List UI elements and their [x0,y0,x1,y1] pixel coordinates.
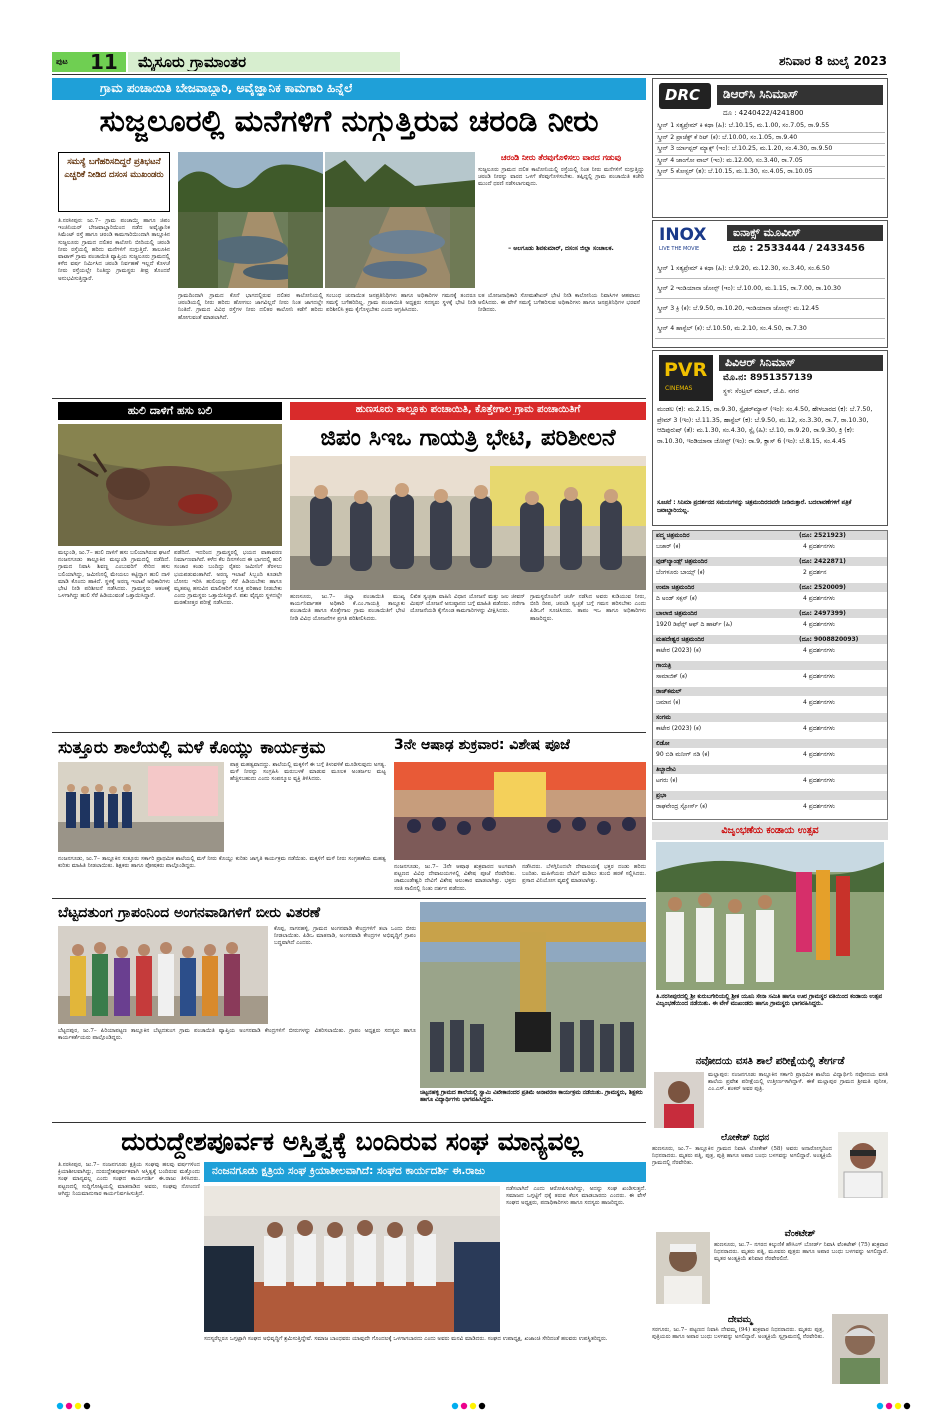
utsava-title: ವಿಜೃಂಭಣೆಯ ಕಂಡಾಯ ಉತ್ಸವ [721,825,819,836]
theatre-phone: (ದೂ: 2497399) [799,610,846,617]
page-number: 11 [90,50,118,74]
theatre-phone: (ದೂ: 2520009) [799,584,846,591]
theatre-name-row [653,557,887,566]
theatre-name: ತಿಬ್ಬಾದೇವಿ [656,766,676,773]
show-count: 4 ಪ್ರದರ್ಶನಗಳು [803,595,835,602]
inox-block [652,220,888,348]
registration-dot [904,1403,910,1409]
theatre-name-row [653,635,887,644]
lead-kicker: ಗ್ರಾಮ ಪಂಚಾಯಿತಿ ಬೇಜವಾಬ್ದಾರಿ, ಅವೈಜ್ಞಾನಿಕ ಕಾಮಗಾರಿ ಹಿನ್ನೆಲೆ [100,81,353,95]
sangha-kicker-bar [204,1162,646,1182]
navodaya-title: ನವೋದಯ ವಸತಿ ಶಾಲೆ ಪರೀಕ್ಷೆಯಲ್ಲಿ ತೇರ್ಗಡೆ [695,1056,845,1067]
drc-row: ಸ್ಕ್ರೀನ್ 4 ಜಾಂಗೋ ವಾಲ್ (ಇಂ): ಮ.12.00, ಸಂ.3.40, ರಾ.7.05 [655,156,885,168]
show-count: 4 ಪ್ರದರ್ಶನಗಳು [803,673,835,680]
hasu-body-col1: ಮಲ್ಕುಂಡಿ, ಜು.7– ಹುಲಿ ದಾಳಿಗೆ ಹಸು ಬಲಿಯಾಗಿರುವ ಘಟನೆ ನಂಜನಗೂಡು ತಾಲ್ಲೂಕಿನ ಮಲ್ಕುಂಡಿ ಗ್ರಾಮದಲ್ಲಿ ನಡೆದಿದೆ. ಗ್ರಾಮದ ನಿವಾಸಿ ಶಿವಣ್ಣ ಎಂಬುವರಿಗೆ ಸೇರಿದ ಹಸು ಬಲಿಯಾಗಿದ್ದು, ಜಮೀನಿನಲ್ಲಿ ಮೇಯಲು ಕಟ್ಟಿದ್ದಾಗ ಹುಲಿ ದಾಳಿ ಮಾಡಿ ಕೊಂದು ಹಾಕಿದೆ. ಸ್ಥಳಕ್ಕೆ ಅರಣ್ಯ ಇಲಾಖೆ ಅಧಿಕಾರಿಗಳು ಭೇಟಿ ನೀಡಿ ಪರಿಶೀಲನೆ ನಡೆಸಿದರು. ಗ್ರಾಮಸ್ಥರು ಆತಂಕಕ್ಕೆ ಒಳಗಾಗಿದ್ದು ಹುಲಿ ಸೆರೆ ಹಿಡಿಯುವಂತೆ ಒತ್ತಾಯಿಸಿದ್ದಾರೆ. [58,550,170,600]
theatre-name-row [653,713,887,722]
hasu-title: ಹುಲಿ ದಾಳಿಗೆ ಹಸು ಬಲಿ [127,404,213,417]
theatre-name: ಮಹದೇಶ್ವರ ಚಿತ್ರಮಂದಿರ [656,636,705,643]
film-title: ರಾಘವೇಂದ್ರ ಸ್ಟೋರ್ಸ್ (ಕ) [656,803,708,810]
theatre-film-row [653,698,887,707]
theatre-name: ಬಾಲಾಜಿ ಚಿತ್ರಮಂದಿರ [656,610,698,617]
lead-body-col3: ಸಂಬಂಧ ಚುನಾಯಿತ ಜನಪ್ರತಿನಿಧಿಗಳು ಹಾಗೂ ಅಧಿಕಾರಿಗಳ ಗಮನಕ್ಕೆ ತಂದರೂ ಸಮಸ್ಯೆ ಬಗೆಹರಿದಿಲ್ಲ. ಗ್ರಾಮ ಪಂಚಾಯಿತಿ ಅಧ್ಯಕ್ಷರು ಸದಸ್ಯರು ಸ್ಥಳಕ್ಕೆ ಭೇಟಿ ನೀಡಿ ಪರಿಶೀಲಿಸಿ ಕ್ರಮ ಕೈಗೊಳ್ಳಬೇಕು ಎಂದು ಆಗ್ರಹಿಸಿದರು. [326,293,476,314]
bettadatunga-photo [58,926,268,1024]
utsava-caption: ತಿ.ನರಸೀಪುರದಲ್ಲಿ ಶ್ರೀ ಕುರುಬಗೇರಿಯಲ್ಲಿ ಶ್ರೀಕ ಯೂನಿ ಸೇನಾ ಸಮಿತಿ ಹಾಗೂ ಊರ ಗ್ರಾಮಸ್ಥರ ವತಿಯಿಂದ ಕಂಡಾಯ ಉತ್ಸವ ವಿಜೃಂಭಣೆಯಿಂದ ನಡೆಯಿತು. ಈ ವೇಳೆ ಮುಖಂಡರು ಹಾಗೂ ಗ್ರಾಮಸ್ಥರು ಭಾಗವಹಿಸಿದ್ದರು. [656,994,882,1008]
ashada-title-bar [394,736,646,758]
zp-body-col2: ಲಿಖಿತ ಸ್ವಚ್ಛತಾ ವಾಹಿನಿ ವಿಧಾನ ಯೋಜನೆ ಮತ್ತು ಜಲ ಜೀವನ್ ಮಿಷನ್ ಯೋಜನೆ ಅನುಷ್ಠಾನದ ಬಗ್ಗೆ ಮಾಹಿತಿ ಪಡೆದರು. ನರೇಗಾ ಯೋಜನೆಯಡಿ ಕೈಗೊಂಡ ಕಾಮಗಾರಿಗಳನ್ನು ವೀಕ್ಷಿಸಿದರು. [410,594,525,615]
drc-logo [659,83,711,109]
navodaya-body: ಮಲ್ಲಾಪುರ: ನಂಜನಗೂಡು ತಾಲ್ಲೂಕಿನ ಸರ್ಕಾರಿ ಪ್ರಾಥಮಿಕ ಶಾಲೆಯ ವಿದ್ಯಾರ್ಥಿನಿ ನವೋದಯ ವಸತಿ ಶಾಲೆಯ ಪ್ರವೇಶ ಪರೀಕ್ಷೆಯಲ್ಲಿ ಉತ್ತೀರ್ಣಳಾಗಿದ್ದಾಳೆ. ಈಕೆ ಮಲ್ಲಾಪುರ ಗ್ರಾಮದ ಶ್ರೀಮತಿ ಪುನೀತ, ಎಂ.ಎಸ್. ಶಂಕರ್ ಅವರ ಪುತ್ರಿ. [708,1072,888,1093]
film-title: 90 ಬಿಡಿ ಮನೀಗ್ ನಡಿ (ಕ) [656,751,710,758]
suttur-body: ನಂಜನಗೂಡು, ಜು.7– ತಾಲ್ಲೂಕಿನ ಸುತ್ತೂರು ಸರ್ಕಾರಿ ಪ್ರಾಥಮಿಕ ಶಾಲೆಯಲ್ಲಿ ಮಳೆ ನೀರು ಕೊಯ್ಲು ಕುರಿತು ಜಾಗೃತಿ ಕಾರ್ಯಕ್ರಮ ನಡೆಯಿತು. ಮಕ್ಕಳಿಗೆ ಮಳೆ ನೀರು ಸಂಗ್ರಹಣೆಯ ಮಹತ್ವ ಕುರಿತು ಮಾಹಿತಿ ನೀಡಲಾಯಿತು. ಶಿಕ್ಷಕರು ಹಾಗೂ ಪೋಷಕರು ಪಾಲ್ಗೊಂಡಿದ್ದರು. [58,856,386,870]
lead-side-body: ಸುಜ್ಜಲೂರು ಗ್ರಾಮದ ದಲಿತ ಕಾಲೋನಿಯಲ್ಲಿ ರಸ್ತೆಯಲ್ಲಿ ನಿಂತ ನೀರು ಮನೆಗಳಿಗೆ ನುಗ್ಗುತ್ತಿದ್ದು ಚರಂಡಿ ನೀರನ್ನು ವಾರದ ಒಳಗೆ ತೆರವುಗೊಳಿಸಬೇಕು. ತಪ್ಪಿದ್ದಲ್ಲಿ ಗ್ರಾಮ ಪಂಚಾಯಿತಿ ಕಚೇರಿ ಮುಂದೆ ಧರಣಿ ನಡೆಸಲಾಗುವುದು. [478,167,644,188]
pvr-name: ಪಿವಿಆರ್ ಸಿನಿಮಾಸ್ [725,356,796,369]
theatre-film-row [653,594,887,603]
zp-photo [290,456,646,590]
inox-row: ಸ್ಕ್ರೀನ್ 3 ಕ್ರಿ (ಕ): ಬೆ.9.50, ರಾ.10.20, ಇಂಡಿಯಾನಾ ಜೋನ್ಸ್: ಮ.12.45 [655,299,885,319]
venkatesh-body: ಹುಣಸೂರು, ಜು.7– ನಗರದ ಕಲ್ಕುಣಿಕೆ ಹೌಸಿಂಗ್ ಬೋರ್ಡ್ ನಿವಾಸಿ ವೆಂಕಟೇಶ್ (75) ಶುಕ್ರವಾರ ನಿಧನರಾದರು. ಮೃತರು ಪತ್ನಿ, ಮೂವರು ಪುತ್ರರು ಹಾಗೂ ಅಪಾರ ಬಂಧು ಬಳಗವನ್ನು ಅಗಲಿದ್ದಾರೆ. ಮೃತರ ಅಂತ್ಯಕ್ರಿಯೆ ಶನಿವಾರ ನೆರವೇರಲಿದೆ. [714,1242,888,1263]
drc-name: ಡಿಆರ್‌ಸಿ ಸಿನಿಮಾಸ್ [723,87,799,101]
navodaya-block [652,1054,888,1128]
sangha-photo [204,1186,500,1332]
theatre-name: ಸಂಗಮ [656,714,671,721]
registration-dot [461,1403,467,1409]
theatre-name-row [653,687,887,696]
sangha-body-col3: ಸದಸ್ಯರೆಲ್ಲರೂ ಒಗ್ಗಟ್ಟಾಗಿ ಸಂಘದ ಅಭಿವೃದ್ಧಿಗೆ ಶ್ರಮಿಸುತ್ತಿದ್ದೇವೆ. ಸಮಾಜ ಬಾಂಧವರು ಯಾವುದೇ ಗೊಂದಲಕ್ಕೆ ಒಳಗಾಗಬಾರದು ಎಂದು ಅವರು ಮನವಿ ಮಾಡಿದರು. ಸಂಘದ ಉಪಾಧ್ಯಕ್ಷ, ಖಜಾಂಚಿ ಸೇರಿದಂತೆ ಹಲವರು ಉಪಸ್ಥಿತರಿದ್ದರು. [204,1336,608,1342]
theatre-phone: (ದೂ: 9008820093) [799,636,859,643]
lead-quote [58,152,170,212]
theatre-name: ಗಾಯತ್ರಿ [656,662,672,669]
theatre-phone: (ದೂ: 2422871) [799,558,846,565]
mid-rule [52,732,646,733]
lokesh-title: ಲೋಕೇಶ್ ನಿಧನ [720,1133,770,1143]
sangha-headline: ದುರುದ್ದೇಶಪೂರ್ವಕ ಅಸ್ತಿತ್ವಕ್ಕೆ ಬಂದಿರುವ ಸಂಘ ಮಾನ್ಯವಲ್ಲ [121,1127,583,1156]
inox-name-bar [727,225,883,241]
film-title: ಕಾಟೇರ (2023) (ಕ) [656,725,702,732]
pvr-note: ಸೂಚನೆ : ಸಿನಿಮಾ ಪ್ರದರ್ಶನದ ಸಮಯಗಳನ್ನು ಚಿತ್ರಮಂದಿರದವರೇ ನೀಡಿರುತ್ತಾರೆ. ಬದಲಾವಣೆಗಳಿಗೆ ಪತ್ರಿಕೆ ಜವಾಬ್ದಾರಿಯಲ್ಲ. [657,500,852,514]
bettadatunga-body-right: ಕೊಪ್ಪ, ನಾಗನಹಳ್ಳಿ, ಗ್ರಾಮದ ಅಂಗನವಾಡಿ ಕೇಂದ್ರಗಳಿಗೆ ತಲಾ ಒಂದು ಬೀರು ನೀಡಲಾಯಿತು. ಪಿಡಿಒ ಮಾತನಾಡಿ, ಅಂಗನವಾಡಿ ಕೇಂದ್ರಗಳ ಅಭಿವೃದ್ಧಿಗೆ ಗ್ರಾಪಂ ಬದ್ಧವಾಗಿದೆ ಎಂದರು. [274,926,416,947]
ashada-photo [394,762,646,860]
drc-rows [655,121,885,179]
show-count: 2 ಪ್ರದರ್ಶನ [803,569,827,576]
registration-dot [57,1403,63,1409]
theatre-name-row [653,739,887,748]
registration-dot [84,1403,90,1409]
suttur-photo [58,762,224,852]
film-title: ದಿ ಅಂಡ್ ಸಕ್ಸಸ್ (ಕ) [656,595,697,602]
show-count: 4 ಪ್ರದರ್ಶನಗಳು [803,751,835,758]
header-rule [52,74,887,75]
ashada-body-col1: ನಂಜನಗೂಡು, ಜು.7– 3ನೇ ಆಷಾಢ ಶುಕ್ರವಾರದ ಅಂಗವಾಗಿ ಪಟ್ಟಣದ ವಿವಿಧ ದೇವಾಲಯಗಳಲ್ಲಿ ವಿಶೇಷ ಪೂಜೆ ನೆರವೇರಿತು. ಚಾಮುಂಡೇಶ್ವರಿ ದೇವಿಗೆ ವಿಶೇಷ ಅಲಂಕಾರ ಮಾಡಲಾಗಿತ್ತು. ಭಕ್ತರು ಸರತಿ ಸಾಲಿನಲ್ಲಿ ನಿಂತು ದರ್ಶನ ಪಡೆದರು. [394,864,516,892]
inox-row: ಸ್ಕ್ರೀನ್ 4 ಹಾಸ್ಟೆಲ್ (ಕ): ಬೆ.10.50, ಮ.2.10, ಸಂ.4.50, ರಾ.7.30 [655,319,885,339]
show-count: 4 ಪ್ರದರ್ಶನಗಳು [803,725,835,732]
issue-date: ಶನಿವಾರ 8 ಜುಲೈ 2023 [779,54,887,68]
drc-row: ಸ್ಕ್ರೀನ್ 1 ಸತ್ಯಪ್ರೇಮ್ ಕಿ ಕಥಾ (ಹಿ): ಬೆ.10.15, ಮ.1.00, ಸಂ.7.05, ರಾ.9.55 [655,121,885,133]
pvr-logo [659,355,713,401]
devamma-block [652,1314,888,1386]
devamma-title: ದೇವಮ್ಮ [727,1315,753,1325]
vivekananda-caption: ಚಿಟ್ಟನಹಳ್ಳಿ ಗ್ರಾಮದ ಶಾಲೆಯಲ್ಲಿ ಸ್ವಾಮಿ ವಿವೇಕಾನಂದರ ಪ್ರತಿಮೆ ಅನಾವರಣ ಕಾರ್ಯಕ್ರಮ ನಡೆಯಿತು. ಗ್ರಾಮಸ್ಥರು, ಶಿಕ್ಷಕರು ಹಾಗೂ ವಿದ್ಯಾರ್ಥಿಗಳು ಭಾಗವಹಿಸಿದ್ದರು. [420,1090,643,1104]
zp-body-col3: ಗ್ರಾಮಸ್ಥರೊಂದಿಗೆ ಚರ್ಚೆ ನಡೆಸಿದ ಅವರು ಕುಡಿಯುವ ನೀರು, ಬೀದಿ ದೀಪ, ಚರಂಡಿ ಸ್ವಚ್ಛತೆ ಬಗ್ಗೆ ಗಮನ ಹರಿಸಬೇಕು ಎಂದು ಪಿಡಿಒಗೆ ಸೂಚಿಸಿದರು. ತಾಪಂ ಇಒ ಹಾಗೂ ಅಧಿಕಾರಿಗಳು ಹಾಜರಿದ್ದರು. [530,594,646,622]
navodaya-photo [654,1072,704,1128]
theatre-phone: (ದೂ: 2521923) [799,532,846,539]
drc-row: ಸ್ಕ್ರೀನ್ 3 ರ್ಯಾಪ್ಟರ್ ಮ್ಯಾಕ್ಸ್ (ಇಂ): ಬೆ.10.25, ಮ.1.20, ಸಂ.4.30, ರಾ.9.50 [655,144,885,156]
pvr-address: ಸ್ಥಳ: ಸೆಂಟ್ರಲ್ ಮಾಲ್, ಜೆ.ಪಿ. ನಗರ [723,387,799,395]
drc-row: ಸ್ಕ್ರೀನ್ 2 ಪ್ರಾಜೆಕ್ಟ್ ಕೆ ರಿಟ್ (ಕ): ಬೆ.10.00, ಸಂ.1.05, ರಾ.9.40 [655,133,885,145]
vivekananda-photo [420,902,646,1088]
sangha-body-col2: ನಡೆಸಲಾಗಿದೆ ಎಂದು ಆರೋಪಿಸಲಾಗಿದ್ದು, ಅದನ್ನು ಸಂಘ ಖಂಡಿಸುತ್ತದೆ. ಸಮಾಜದ ಒಗ್ಗಟ್ಟಿಗೆ ಧಕ್ಕೆ ತರುವ ಕೆಲಸ ಮಾಡಬಾರದು ಎಂದರು. ಈ ವೇಳೆ ಸಂಘದ ಅಧ್ಯಕ್ಷರು, ಪದಾಧಿಕಾರಿಗಳು ಹಾಗೂ ಸದಸ್ಯರು ಹಾಜರಿದ್ದರು. [506,1186,646,1207]
pvr-name-bar [719,355,883,371]
film-title: ಟಗರು (ಕ) [656,777,678,784]
theatre-film-row [653,646,887,655]
theatre-name-row [653,661,887,670]
zp-body-col1: ಹುಣಸೂರು, ಜು.7– ಜಿಲ್ಲಾ ಪಂಚಾಯಿತಿ ಮುಖ್ಯ ಕಾರ್ಯನಿರ್ವಾಹಕ ಅಧಿಕಾರಿ ಕೆ.ಎಂ.ಗಾಯತ್ರಿ ತಾಲ್ಲೂಕು ಪಂಚಾಯಿತಿ ಹಾಗೂ ಕೊತ್ತೇಗಾಲ ಗ್ರಾಮ ಪಂಚಾಯಿತಿಗೆ ಭೇಟಿ ನೀಡಿ ವಿವಿಧ ಯೋಜನೆಗಳ ಪ್ರಗತಿ ಪರಿಶೀಲಿಸಿದರು. [290,594,405,622]
venkatesh-title: ವೆಂಕಟೇಶ್ [784,1229,816,1239]
registration-dot [452,1403,458,1409]
venkatesh-block [652,1228,888,1312]
show-count: 4 ಪ್ರದರ್ಶನಗಳು [803,777,835,784]
theatre-name-row [653,583,887,592]
theatre-name-row [653,765,887,774]
venkatesh-photo [656,1232,710,1304]
theatre-name: ಉಮಾ ಚಿತ್ರಮಂದಿರ [656,584,695,591]
inox-rows [655,259,885,339]
drc-block [652,78,888,218]
inox-tagline: LIVE THE MOVIE [659,246,700,252]
inox-row: ಸ್ಕ್ರೀನ್ 2 ಇಂಡಿಯಾನಾ ಜೋನ್ಸ್ (ಇಂ): ಬೆ.10.00, ಮ.1.15, ರಾ.7.00, ರಾ.10.30 [655,279,885,299]
utsava-photo [656,842,884,990]
theatre-name-row [653,531,887,540]
bettadatunga-body: ಬೆಟ್ಟದಪುರ, ಜು.7– ಪಿರಿಯಾಪಟ್ಟಣ ತಾಲ್ಲೂಕಿನ ಬೆಟ್ಟದತುಂಗ ಗ್ರಾಮ ಪಂಚಾಯಿತಿ ವ್ಯಾಪ್ತಿಯ ಅಂಗನವಾಡಿ ಕೇಂದ್ರಗಳಿಗೆ ಬೀರುಗಳನ್ನು ವಿತರಿಸಲಾಯಿತು. ಗ್ರಾಪಂ ಅಧ್ಯಕ್ಷರು ಸದಸ್ಯರು ಹಾಗೂ ಕಾರ್ಯಕರ್ತೆಯರು ಪಾಲ್ಗೊಂಡಿದ್ದರು. [58,1028,416,1042]
hasu-body-col2b: ಪಡೆದಿದೆ. ಇದರಿಂದ ಗ್ರಾಮಸ್ಥರಲ್ಲಿ ಭಯದ ವಾತಾವರಣ ನಿರ್ಮಾಣವಾಗಿದೆ. ಕಳೆದ ಕೆಲ ದಿನಗಳಿಂದ ಈ ಭಾಗದಲ್ಲಿ ಹುಲಿ ಸಂಚಾರ ಕಂಡು ಬಂದಿದ್ದು ರೈತರು ಜಮೀನಿಗೆ ತೆರಳಲು ಭಯಪಡುವಂತಾಗಿದೆ. ಅರಣ್ಯ ಇಲಾಖೆ ಸಿಬ್ಬಂದಿ ಕೂಡಲೇ ಬೋನು ಇರಿಸಿ ಹುಲಿಯನ್ನು ಸೆರೆ ಹಿಡಿಯಬೇಕು ಹಾಗೂ ಮೃತಪಟ್ಟ ಹಸುವಿನ ಮಾಲೀಕರಿಗೆ ಸೂಕ್ತ ಪರಿಹಾರ ನೀಡಬೇಕು ಎಂದು ಗ್ರಾಮಸ್ಥರು ಒತ್ತಾಯಿಸಿದ್ದಾರೆ. ಪಶು ವೈದ್ಯರು ಸ್ಥಳದಲ್ಲೇ ಮರಣೋತ್ತರ ಪರೀಕ್ಷೆ ನಡೆಸಿದರು. [174,550,282,607]
show-count: 4 ಪ್ರದರ್ಶನಗಳು [803,543,835,550]
registration-dot [886,1403,892,1409]
show-count: 4 ಪ್ರದರ್ಶನಗಳು [803,621,835,628]
theatre-film-row [653,568,887,577]
theatre-listings [652,530,888,820]
devamma-photo [832,1314,888,1384]
registration-dots [0,1396,945,1424]
ashada-body-col2: ನಡೆಸಿದರು. ಬೆಳಗ್ಗಿನಿಂದಲೇ ದೇವಾಲಯಕ್ಕೆ ಭಕ್ತರ ದಂಡು ಹರಿದು ಬಂದಿತು. ಮಹಿಳೆಯರು ದೇವಿಗೆ ಮಡಿಲು ತುಂಬಿ ಹರಕೆ ಸಲ್ಲಿಸಿದರು. ಪ್ರಸಾದ ವಿನಿಯೋಗ ವ್ಯವಸ್ಥೆ ಮಾಡಲಾಗಿತ್ತು. [522,864,646,885]
section-title: ಮೈಸೂರು ಗ್ರಾಮಾಂತರ [138,53,247,71]
bettadatunga-title: ಬೆಟ್ಟದತುಂಗ ಗ್ರಾಪಂನಿಂದ ಅಂಗನವಾಡಿಗಳಿಗೆ ಬೀರು ವಿತರಣೆ [58,905,321,921]
theatre-film-row [653,724,887,733]
theatre-film-row [653,776,887,785]
lead-side-box [478,152,644,286]
film-title: ಬೆಂಗಳೂರು ಬಾಯ್ಸ್ (ಕ) [656,569,705,576]
lead-photo-left [178,152,323,288]
hasu-photo [58,424,282,546]
pvr-block [652,350,888,526]
theatre-film-row [653,542,887,551]
inox-row: ಸ್ಕ್ರೀನ್ 1 ಸತ್ಯಪ್ರೇಮ್ ಕಿ ಕಥಾ (ಹಿ): ಬೆ.9.20, ಮ.12.30, ಸಂ.3.40, ಸಂ.6.50 [655,259,885,279]
theatre-name: ಪದ್ಮ ಚಿತ್ರಮಂದಿರ [656,532,690,539]
show-count: 4 ಪ್ರದರ್ಶನಗಳು [803,699,835,706]
hasu-title-bar [58,402,282,420]
lokesh-photo [838,1132,888,1198]
suttur-title: ಸುತ್ತೂರು ಶಾಲೆಯಲ್ಲಿ ಮಳೆ ಕೊಯ್ಲು ಕಾರ್ಯಕ್ರಮ [58,738,326,758]
registration-dot [470,1403,476,1409]
zp-kicker: ಹುಣಸೂರು ತಾಲ್ಲೂಕು ಪಂಚಾಯಿತಿ, ಕೊತ್ತೇಗಾಲ ಗ್ರಾಮ ಪಂಚಾಯಿತಿಗೆ [355,404,581,415]
theatre-name-row [653,791,887,800]
page-label: ಪುಟ [56,57,68,66]
lead-kicker-bar [52,78,646,100]
theatre-name: ವುಡ್‌ಲ್ಯಾಂಡ್ಸ್ ಚಿತ್ರಮಂದಿರ [656,558,708,565]
sangha-body-col1: ತಿ.ನರಸೀಪುರ, ಜು.7– ನಂಜನಗೂಡು ಕ್ಷತ್ರಿಯ ಸಂಘವು ಹಲವು ವರ್ಷಗಳಿಂದ ಕ್ರಿಯಾಶೀಲವಾಗಿದ್ದು, ದುರುದ್ದೇಶಪೂರ್ವಕವಾಗಿ ಅಸ್ತಿತ್ವಕ್ಕೆ ಬಂದಿರುವ ಮತ್ತೊಂದು ಸಂಘ ಮಾನ್ಯವಲ್ಲ ಎಂದು ಸಂಘದ ಕಾರ್ಯದರ್ಶಿ ಈ.ರಾಜು ತಿಳಿಸಿದರು. ಪಟ್ಟಣದಲ್ಲಿ ಸುದ್ದಿಗೋಷ್ಠಿಯಲ್ಲಿ ಮಾತನಾಡಿದ ಅವರು, ಸಂಘವು ನೋಂದಣಿ ಆಗಿದ್ದು ನಿಯಮಾನುಸಾರ ಕಾರ್ಯನಿರ್ವಹಿಸುತ್ತಿದೆ. [58,1162,200,1197]
pvr-logo-sub: CINEMAS [665,385,693,392]
lead-quote-text: ಸಮಸ್ಯೆ ಬಗೆಹರಿಸದಿದ್ದರೆ ಪ್ರತಿಭಟನೆ ಎಚ್ಚರಿಕೆ ನೀಡಿದ ದಸಂಸ ಮುಖಂಡರು [64,157,164,180]
theatre-film-row [653,802,887,811]
lead-body-col2: ಗ್ರಾಮದಿಂದಾಗಿ ಗ್ರಾಮದ ಕೊನೆ ಭಾಗದಲ್ಲಿರುವ ದಲಿತರ ಕಾಲೋನಿಯಲ್ಲಿ ಚರಂಡಿಯಲ್ಲಿ ನೀರು ಹರಿದು ಹೋಗಲು ಜಾಗವಿಲ್ಲದೆ ನೀರು ನಿಂತ ಜಾಗದಲ್ಲೇ ನಿಂತಿದೆ. ಗ್ರಾಮದ ವಿವಿಧ ರಸ್ತೆಗಳ ನೀರು ದಲಿತರ ಕಾಲೋನಿ ಕಡೆಗೆ ಹರಿದು ಹೋಗುವಂತೆ ಮಾಡಲಾಗಿದೆ. [178,293,323,321]
drc-logo-text: DRC [665,86,701,104]
film-title: ಜಮಾನ (ಕ) [656,699,681,706]
drc-row: ಸ್ಕ್ರೀನ್ 5 ಕೋಸ್ಟರ್ (ತ): ಬೆ.10.15, ಮ.1.30, ಸಂ.4.05, ರಾ.10.05 [655,167,885,179]
registration-marks [0,1396,945,1424]
theatre-name-row [653,609,887,618]
theatre-name: ಲಿಡೋ [656,740,670,747]
theatre-name: ರಾಜ್‌ಕಮಲ್ [656,688,682,695]
pvr-phone: ಮೊ.ನ: 8951357139 [723,373,813,383]
theatre-film-row [653,620,887,629]
inox-logo [659,225,725,257]
registration-dot [877,1403,883,1409]
inox-name: ಐನಾಕ್ಸ್ ಮೂವೀಸ್ [733,226,801,239]
film-title: ಬಜಾರ್ (ಕ) [656,543,681,550]
pvr-schedule: ಮಂಡಲ (ಕ): ಮ.2.15, ರಾ.9.30, ಸ್ಪೈಡರ್‌ಮ್ಯಾನ್ (ಇಂ): ಸಂ.4.50, ಹೇಳಬಾರದ (ಕ): ಬೆ.7.50, ಪ್ರೇಮ್ 3 (ಇಂ): ಬೆ.11.35, ಹಾಸ್ಟೆಲ್ (ಕ): ಬೆ.9.50, ಮ.12, ಸಂ.3.30, ರಾ.7, ರಾ.10.30, ಆದಿಪುರುಷ್ (ತೆ): ಮ.1.30, ಸಂ.4.30, ಸ್ಪೈ (ಹಿ): ಬೆ.10, ರಾ.9.20, ರಾ.9.30, ಕ್ರಿ (ಕ): ರಾ.10.30, ಇಂಡಿಯಾನಾ ಜೋನ್ಸ್ (ಇಂ): ರಾ.9, ಕ್ಲಾಸ್ 6 (ಇಂ): ಬೆ.8.15, ಸಂ.4.45 [657,406,873,445]
lead-photo-right [325,152,475,288]
inox-logo-text: INOX [659,225,707,245]
theatre-name: ಪ್ರಭಾ [656,792,667,799]
film-title: 1920 ಡಿಫೆನ್ಸ್ ಆಫ್ ದಿ ಹಾರ್ಟ್ (ಹಿ) [656,621,733,628]
lead-side-sign: – ಅಲಗೂಡು ಶಿವಕುಮಾರ್, ದಸಂಸ ಜಿಲ್ಲಾ ಸಂಚಾಲಕ. [508,245,614,252]
page-number-box [52,52,126,72]
drc-phone: ದೂ : 4240422/4241800 [723,109,804,117]
inox-phone: ದೂ : 2533444 / 2433456 [733,243,865,254]
suttur-body-right: ಪಾತ್ರ ಮಹತ್ವವಾದದ್ದು. ಶಾಲೆಯಲ್ಲಿ ಮಕ್ಕಳಿಗೆ ಈ ಬಗ್ಗೆ ತಿಳುವಳಿಕೆ ಮೂಡಿಸುವುದು ಅಗತ್ಯ. ಮಳೆ ನೀರನ್ನು ಸಂಗ್ರಹಿಸಿ ಮರುಬಳಕೆ ಮಾಡುವ ಮೂಲಕ ಅಂತರ್ಜಲ ಮಟ್ಟ ಹೆಚ್ಚಿಸಬಹುದು ಎಂದು ಸಂಪನ್ಮೂಲ ವ್ಯಕ್ತಿ ತಿಳಿಸಿದರು. [230,762,386,783]
ashada-title: 3ನೇ ಆಷಾಢ ಶುಕ್ರವಾರ: ವಿಶೇಷ ಪೂಜೆ [394,737,571,753]
show-count: 4 ಪ್ರದರ್ಶನಗಳು [803,647,835,654]
page-header [52,52,887,72]
drc-name-bar [717,85,883,105]
lead-bottom-rule [52,398,646,399]
film-title: ಕಾಟೇರ (2023) (ಕ) [656,647,702,654]
lokesh-body: ಹುಣಸೂರು, ಜು.7– ತಾಲ್ಲೂಕಿನ ಗ್ರಾಮದ ನಿವಾಸಿ ಲೋಕೇಶ್ (58) ಅವರು ಅನಾರೋಗ್ಯದಿಂದ ನಿಧನರಾದರು. ಮೃತರು ಪತ್ನಿ, ಪುತ್ರ, ಪುತ್ರಿ ಹಾಗೂ ಅಪಾರ ಬಂಧು ಬಳಗವನ್ನು ಅಗಲಿದ್ದಾರೆ. ಅಂತ್ಯಕ್ರಿಯೆ ಗ್ರಾಮದಲ್ಲಿ ನೆರವೇರಿತು. [652,1146,832,1167]
utsava-title-bar [652,822,888,840]
registration-dot [75,1403,81,1409]
theatre-film-row [653,672,887,681]
suttur-bottom-rule [52,898,646,899]
registration-dot [66,1403,72,1409]
registration-dot [895,1403,901,1409]
theatre-film-row [653,750,887,759]
pvr-logo-text: PVR [664,359,708,381]
lokesh-block [652,1132,888,1228]
sangha-kicker: ನಂಜನಗೂಡು ಕ್ಷತ್ರಿಯ ಸಂಘ ಕ್ರಿಯಾಶೀಲವಾಗಿದೆ: ಸಂಘದ ಕಾರ್ಯದರ್ಶಿ ಈ.ರಾಜು [212,1165,486,1177]
zp-headline: ಜಿಪಂ ಸಿಇಒ ಗಾಯತ್ರಿ ಭೇಟಿ, ಪರಿಶೀಲನೆ [320,425,616,451]
sangha-top-rule [52,1122,646,1123]
lead-headline: ಸುಜ್ಜಲೂರಲ್ಲಿ ಮನೆಗಳಿಗೆ ನುಗ್ಗುತ್ತಿರುವ ಚರಂಡಿ ನೀರು [99,104,599,139]
lead-body-col4: ಲತ ಯೋಜನಾಧಿಕಾರಿ ಸೋಮಶೇಖರ್ ಭೇಟಿ ನೀಡಿ ಕಾಲೋನಿಯ ನಿವಾಸಿಗಳ ಆಹವಾಲು ಆಲಿಸಿದರು. ಈ ವೇಳೆ ಸಮಸ್ಯೆ ಬಗೆಹರಿಸುವ ಅಧಿಕಾರಿಗಳು ಹಾಗೂ ಜನಪ್ರತಿನಿಧಿಗಳ ಭರವಸೆ ನೀಡಿದರು. [478,293,640,314]
film-title: ಸಾಮಾಜಿಕ್ (ಕ) [656,673,688,680]
lead-side-title: ಚರಂಡಿ ನೀರು ತೆರವುಗೊಳಿಸಲು ವಾರದ ಗಡುವು [500,153,622,162]
registration-dot [479,1403,485,1409]
zp-kicker-bar [290,402,646,420]
show-count: 4 ಪ್ರದರ್ಶನಗಳು [803,803,835,810]
lead-body-col1: ತಿ.ನರಸೀಪುರ: ಜು.7– ಗ್ರಾಮ ಪಂಚಾಯ್ತಿ ಹಾಗೂ ಜಿಪಂ ಇಂಜಿನಿಯರ್ ಬೇಜವಾಬ್ದಾರಿಯಿಂದ ನಡೆದ ಅವೈಜ್ಞಾನಿಕ ಸಿಮೆಂಟ್ ರಸ್ತೆ ಹಾಗೂ ಚರಂಡಿ ಕಾಮಗಾರಿಯಿಂದಾಗಿ ತಾಲ್ಲೂಕಿನ ಸುಜ್ಜಲೂರು ಗ್ರಾಮದ ದಲಿತರ ಕಾಲೋನಿ ಬೀದಿಯಲ್ಲಿ ಚರಂಡಿ ನೀರು ರಸ್ತೆಯಲ್ಲಿ ಹರಿದು ಮನೆಗಳಿಗೆ ನುಗ್ಗುತ್ತಿದೆ. ತಾಲೂಕಿನ ವಾಟಾಳ್ ಗ್ರಾಮ ಪಂಚಾಯಿತಿ ವ್ಯಾಪ್ತಿಯ ಸುಜ್ಜಲೂರು ಗ್ರಾಮದಲ್ಲಿ ಕಳೆದ ವರ್ಷ ನಿರ್ಮಿಸಿದ ಚರಂಡಿ ನಿರ್ವಹಣೆ ಇಲ್ಲದೆ ಕೊಳಚೆ ನೀರು ರಸ್ತೆಯಲ್ಲೇ ನಿಂತಿದ್ದು ಗ್ರಾಮಸ್ಥರು ತೀವ್ರ ತೊಂದರೆ ಅನುಭವಿಸುತ್ತಿದ್ದಾರೆ. [58,218,170,282]
section-tab [128,52,400,72]
devamma-body: ಸರಗೂರು, ಜು.7– ಪಟ್ಟಣದ ನಿವಾಸಿ ದೇವಮ್ಮ (94) ಶುಕ್ರವಾರ ನಿಧನರಾದರು. ಮೃತರು ಪುತ್ರ, ಪುತ್ರಿಯರು ಹಾಗೂ ಅಪಾರ ಬಂಧು ಬಳಗವನ್ನು ಅಗಲಿದ್ದಾರೆ. ಅಂತ್ಯಕ್ರಿಯೆ ಸ್ವಗ್ರಾಮದಲ್ಲಿ ನೆರವೇರಿತು. [652,1327,824,1341]
